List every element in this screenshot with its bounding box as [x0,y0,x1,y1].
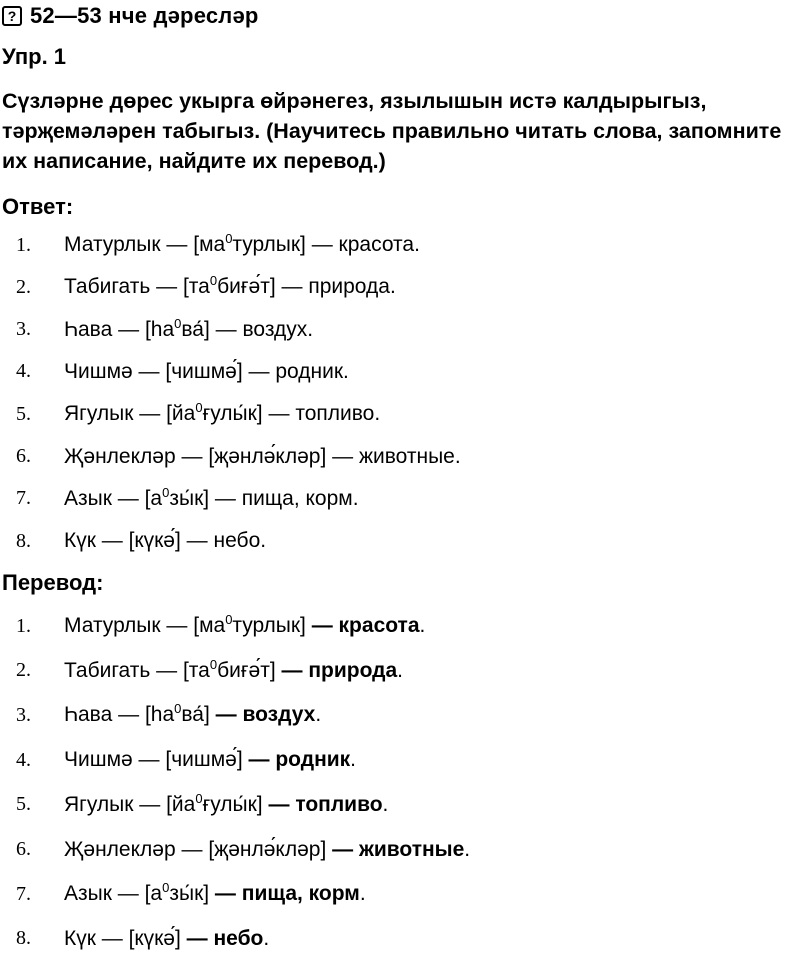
dash: — [275,275,309,299]
period: . [419,614,426,637]
period: . [382,792,389,816]
tatar-word: Һава [64,317,113,341]
tatar-word: Чишмә [64,359,133,383]
transcription-start: [җәнлә́кләр] [208,837,327,861]
dash: — [305,614,339,637]
transcription-start: [чишмә́] [165,748,243,772]
transcription-start: [һа [144,317,175,341]
dash: — [209,703,243,727]
dash: — [209,317,243,341]
period: . [464,837,471,861]
transcription [182,656,276,682]
reduced-vowel-mark: 0 [225,612,233,627]
item-entry [64,614,425,638]
item-number: 2. [16,275,31,298]
dash: — [150,658,183,682]
transcription [144,315,210,341]
item-entry [64,360,349,384]
dash: — [275,658,309,682]
transcription [145,882,210,905]
dash: — [95,529,129,553]
russian-meaning: воздух [242,703,316,727]
item-number: 3. [16,703,31,726]
transcription-start: [һа [144,703,175,727]
reduced-vowel-mark: 0 [195,790,203,806]
item-number: 8. [16,529,31,552]
transcription-start: [күкә́] [128,926,181,950]
dash: — [180,926,214,950]
item-number: 5. [16,793,31,816]
transcription-end: ва́] [181,317,210,341]
transcription [129,927,181,950]
transcription-start: [та [182,658,210,682]
dash: — [175,837,209,861]
item-number: 6. [16,445,31,467]
dash: — [133,402,167,426]
item-number: 1. [16,614,31,637]
transcription-start: [җәнлә́кләр] [208,444,327,468]
dash: — [132,748,166,772]
lesson-header [2,2,259,30]
dash: — [133,792,167,816]
dash: — [132,359,166,383]
transcription [165,748,242,771]
period: . [359,882,366,906]
reduced-vowel-mark: 0 [209,273,218,289]
russian-meaning: пища, корм [241,882,360,906]
reduced-vowel-mark: 0 [174,315,182,331]
dash: — [150,275,183,299]
item-entry [64,484,359,511]
item-entry [64,529,266,553]
item-entry [64,882,366,906]
transcription-start: [ма [193,614,226,637]
russian-meaning: красота [338,233,415,256]
item-number: 8. [16,927,31,950]
period: . [343,359,349,383]
tatar-word: Ягулык [64,402,134,426]
transcription-end: зы́к] [169,486,210,510]
dash: — [326,444,359,468]
item-number: 3. [16,318,31,341]
item-entry [64,233,420,257]
task-text: Сүзләрне дөрес укырга өйрәнегез, язылышын истә калдырыгыз, тәрҗемәләрен табыгыз. (Научитесь правильно читать слова, запомните их написание, найдите их перевод.) [2,89,782,173]
dash: — [209,882,242,906]
transcription-end: ғулы́к] [202,402,263,426]
transcription-end: турлык] [232,614,306,637]
item-entry [64,445,461,469]
transcription-start: [а [144,486,163,510]
transcription [144,484,210,510]
item-entry [64,790,389,817]
answer-label: Ответ: [2,194,74,219]
dash: — [262,792,296,816]
item-number: 1. [16,233,31,256]
reduced-vowel-mark: 0 [209,656,218,672]
transcription-end: биғә́т] [217,658,276,682]
dash: — [242,748,276,772]
russian-meaning: животные [358,837,465,861]
dash: — [160,614,194,637]
transcription [129,529,181,552]
item-entry [64,315,314,342]
dash: — [112,317,145,341]
period: . [307,317,314,341]
item-number: 4. [16,748,31,771]
period: . [397,658,403,682]
item-entry [64,748,356,772]
russian-meaning: небо [213,529,261,553]
russian-meaning: воздух [242,317,308,341]
transcription-end: ғулы́к] [202,792,263,816]
period: . [374,402,381,426]
dash: — [180,529,214,553]
period: . [414,233,420,256]
period: . [315,703,322,727]
tatar-word: Азык [64,882,112,906]
transcription [208,838,326,861]
transcription [193,233,306,256]
transcription-start: [а [144,882,163,906]
transcription-end: зы́к] [169,882,210,906]
transcription-start: [күкә́] [128,529,181,553]
dash: — [305,233,339,256]
russian-meaning: родник [275,748,351,772]
transcription [166,790,263,816]
dash: — [209,486,242,510]
item-number: 7. [16,882,31,905]
item-number: 4. [16,360,31,383]
lesson-title: 52—53 нче дәресләр [30,3,259,28]
tatar-word: Күк [64,926,96,950]
russian-meaning: топливо [295,792,383,816]
transcription [208,445,326,468]
tatar-word: Матурлык [64,614,161,637]
dash: — [160,233,194,256]
period: . [389,275,396,299]
transcription [183,275,276,298]
transcription-start: [йа [166,402,196,426]
tatar-word: Табигать [64,658,151,682]
period: . [352,486,359,510]
transcription [145,703,210,726]
item-number: 2. [16,659,31,682]
transcription-end: ва́] [181,703,210,727]
item-number: 5. [16,402,31,425]
russian-meaning: природа [308,275,390,299]
dash: — [326,837,359,861]
period: . [350,748,357,772]
russian-meaning: пища, корм [241,486,353,510]
question-box-icon[interactable]: ? [2,6,22,26]
tatar-word: Чишмә [64,748,133,772]
reduced-vowel-mark: 0 [174,701,182,717]
dash: — [262,402,296,426]
reduced-vowel-mark: 0 [195,400,203,416]
item-number: 6. [16,838,31,860]
tatar-word: Җәнлекләр [64,837,176,861]
item-entry [64,402,380,426]
transcription [193,614,306,637]
transcription-start: [та [182,275,210,299]
tatar-word: Һава [64,703,113,727]
dash: — [112,703,145,727]
transcription-start: [ма [193,233,226,256]
item-entry [64,703,321,727]
tatar-word: Ягулык [64,792,134,816]
tatar-word: Күк [64,529,96,553]
reduced-vowel-mark: 0 [225,231,233,246]
dash: — [175,444,209,468]
transcription [166,402,263,425]
reduced-vowel-mark: 0 [162,484,170,500]
dash: — [111,882,145,906]
tatar-word: Азык [64,486,112,510]
transcription-start: [чишмә́] [165,359,243,383]
reduced-vowel-mark: 0 [162,880,170,896]
transcription [165,360,242,383]
item-number: 7. [16,487,31,510]
period: . [454,444,461,468]
translation-label: Перевод: [2,570,104,595]
russian-meaning: родник [275,359,344,383]
russian-meaning: топливо [295,402,375,426]
tatar-word: Матурлык [64,233,161,256]
tatar-word: Җәнлекләр [64,444,176,468]
item-entry [64,656,403,683]
exercise-number: Упр. 1 [2,44,67,69]
russian-meaning: небо [213,926,264,950]
item-entry [64,838,470,862]
transcription-start: [йа [166,792,196,816]
tatar-word: Табигать [64,275,151,299]
item-entry [64,927,269,951]
russian-meaning: животные [358,444,455,468]
transcription-end: турлык] [232,233,306,256]
russian-meaning: красота [338,614,420,637]
item-entry [64,275,396,299]
dash: — [111,486,145,510]
period: . [263,926,270,950]
russian-meaning: природа [308,658,398,682]
dash: — [242,359,276,383]
period: . [260,529,267,553]
dash: — [95,926,129,950]
transcription-end: биғә́т] [217,275,276,299]
